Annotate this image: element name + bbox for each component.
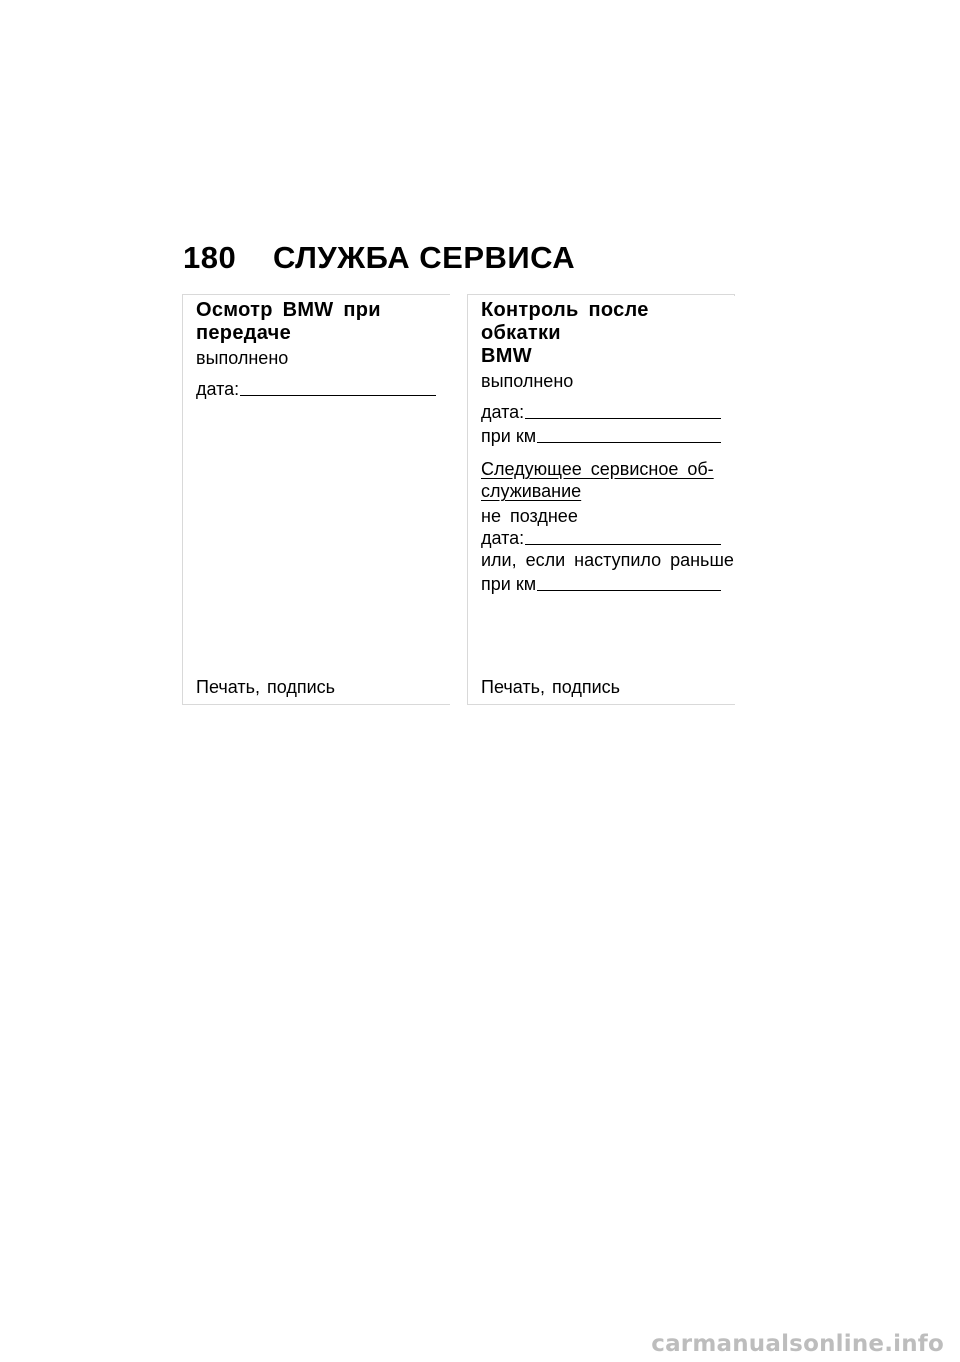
handover-inspection-card — [182, 294, 450, 705]
next-service-heading — [481, 458, 721, 502]
next-date-line — [525, 544, 721, 545]
next-service-line2: служивание — [481, 481, 582, 501]
break-in-date-label: дата: — [481, 402, 525, 422]
next-km-field[interactable] — [481, 573, 721, 595]
break-in-km-field[interactable] — [481, 425, 721, 447]
break-in-status: выполнено — [481, 371, 574, 391]
next-date-field[interactable] — [481, 527, 721, 549]
not-later-text: не позднее — [481, 506, 578, 526]
break-in-km-label: при км — [481, 426, 537, 446]
or-if-earlier-text: или, если наступило раньше — [481, 550, 734, 570]
next-service-line1: Следующее сервисное об- — [481, 459, 714, 479]
section-title: СЛУЖБА СЕРВИСА — [273, 240, 576, 275]
next-km-line — [537, 590, 721, 591]
break-in-title-line1: Контроль после обкатки — [481, 299, 649, 344]
handover-date-label: дата: — [196, 379, 240, 399]
handover-date-line — [240, 395, 436, 396]
break-in-date-line — [525, 418, 721, 419]
next-date-label: дата: — [481, 528, 525, 548]
next-km-label: при км — [481, 574, 537, 594]
handover-title — [196, 299, 436, 345]
page-header — [183, 240, 575, 276]
handover-status: выполнено — [196, 348, 289, 368]
break-in-check-card — [467, 294, 735, 705]
page-number: 180 — [183, 240, 237, 275]
break-in-stamp-label: Печать, подпись — [481, 677, 621, 697]
break-in-km-line — [537, 442, 721, 443]
watermark: carmanualsonline.info — [651, 1331, 944, 1357]
handover-title-line2: передаче — [196, 322, 291, 344]
break-in-title-line2: BMW — [481, 345, 532, 367]
handover-title-line1: Осмотр BMW при — [196, 299, 381, 321]
handover-stamp-label: Печать, подпись — [196, 677, 336, 697]
break-in-date-field[interactable] — [481, 401, 721, 423]
break-in-title — [481, 299, 721, 368]
handover-date-field[interactable] — [196, 378, 436, 400]
